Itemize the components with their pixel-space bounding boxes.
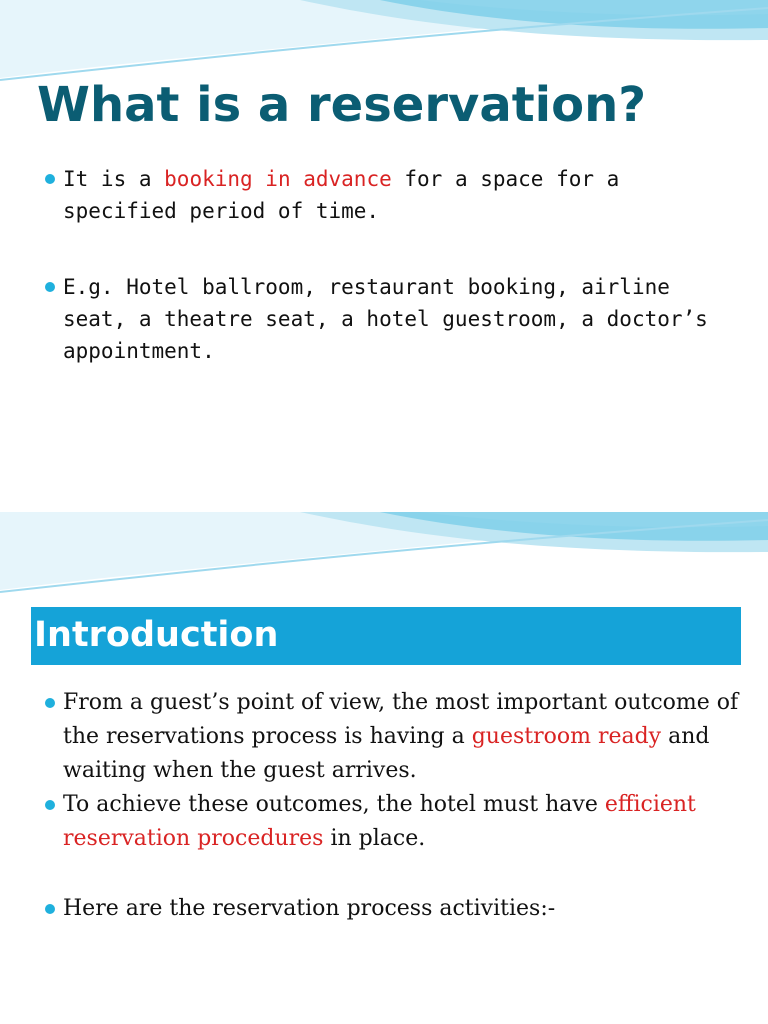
highlighted-text: efficient reservation procedures bbox=[63, 792, 696, 851]
bullet-dot-icon bbox=[45, 698, 55, 708]
text-segment: It is a bbox=[63, 167, 165, 191]
text-segment: To achieve these outcomes, the hotel must have bbox=[63, 792, 605, 817]
bullet-text: E.g. Hotel ballroom, restaurant booking, airline seat, a theatre seat, a hotel guestroom, a doctor’s appointment. bbox=[63, 275, 708, 363]
text-segment: and waiting when the guest arrives. bbox=[63, 724, 710, 783]
bullet-dot-icon bbox=[45, 282, 55, 292]
slide-introduction bbox=[0, 512, 768, 1024]
bullet-text bbox=[63, 788, 745, 856]
bullet-dot-icon bbox=[45, 800, 55, 810]
list-item bbox=[45, 892, 745, 926]
bullet-text bbox=[63, 163, 745, 227]
list-item bbox=[45, 271, 745, 367]
title-bar bbox=[31, 607, 741, 665]
text-segment: for a space for a specified period of time. bbox=[63, 167, 620, 223]
bullet-list bbox=[45, 163, 745, 367]
bullet-text bbox=[63, 686, 745, 788]
list-item bbox=[45, 163, 745, 227]
text-segment: in place. bbox=[323, 826, 426, 851]
highlighted-text: guestroom ready bbox=[471, 724, 662, 749]
bullet-list bbox=[45, 686, 745, 926]
slide-title: What is a reservation? bbox=[37, 77, 647, 133]
bullet-dot-icon bbox=[45, 904, 55, 914]
bullet-text: Here are the reservation process activities:- bbox=[63, 896, 556, 921]
list-item bbox=[45, 686, 745, 788]
wave-banner-decoration bbox=[0, 512, 768, 612]
list-item bbox=[45, 788, 745, 856]
slide-title: Introduction bbox=[34, 615, 279, 655]
highlighted-text: booking in advance bbox=[164, 167, 392, 191]
text-segment: From a guest’s point of view, the most important outcome of the reservations process is having a bbox=[63, 690, 739, 749]
bullet-dot-icon bbox=[45, 174, 55, 184]
